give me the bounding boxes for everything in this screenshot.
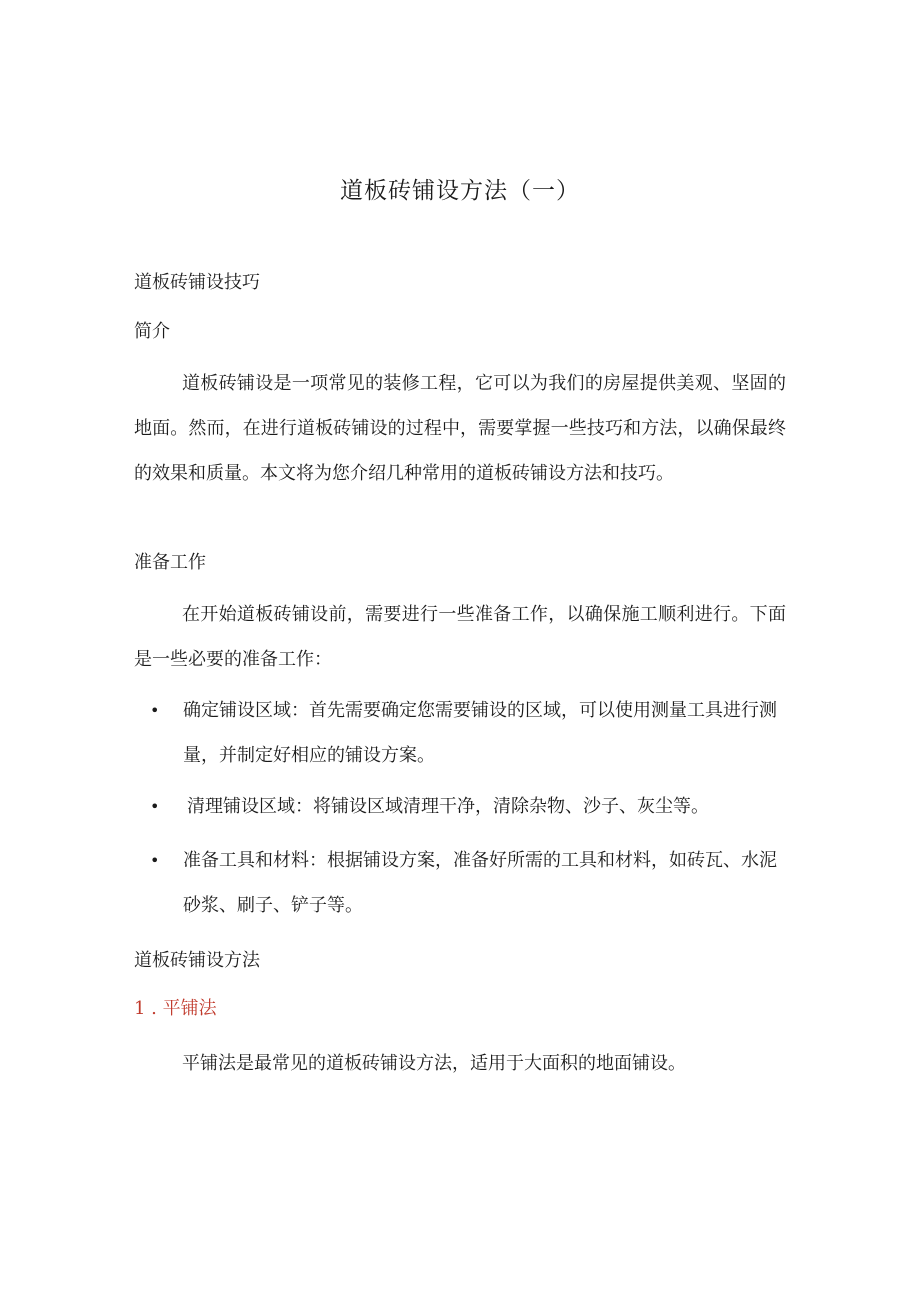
list-item (150, 784, 790, 829)
method-paragraph-1: 平铺法是最常见的道板砖铺设方法，适用于大面积的地面铺设。 (182, 1053, 686, 1074)
bullet-icon: • (150, 851, 160, 870)
bullet-icon: • (150, 701, 160, 720)
page-title: 道板砖铺设方法（一） (340, 178, 580, 204)
method-heading-1: 1 . 平铺法 (134, 998, 217, 1019)
section-heading-tips: 道板砖铺设技巧 (134, 272, 260, 293)
section-heading-methods: 道板砖铺设方法 (134, 950, 260, 971)
list-item-text: 确定铺设区域：首先需要确定您需要铺设的区域，可以使用测量工具进行测量，并制定好相应的铺设方案。 (183, 700, 777, 766)
bullet-icon: • (150, 797, 160, 816)
list-item-text: 清理铺设区域：将铺设区域清理干净，清除杂物、沙子、灰尘等。 (187, 796, 709, 817)
prep-paragraph: 在开始道板砖铺设前，需要进行一些准备工作，以确保施工顺利进行。下面是一些必要的准备工作： (134, 604, 786, 670)
list-item-text: 准备工具和材料：根据铺设方案，准备好所需的工具和材料，如砖瓦、水泥砂浆、刷子、铲子等。 (183, 850, 777, 916)
list-item (150, 688, 790, 778)
intro-paragraph: 道板砖铺设是一项常见的装修工程，它可以为我们的房屋提供美观、坚固的地面。然而，在进行道板砖铺设的过程中，需要掌握一些技巧和方法，以确保最终的效果和质量。本文将为您介绍几种常用的道板砖铺设方法和技巧。 (134, 373, 786, 484)
section-heading-intro: 简介 (134, 321, 170, 342)
list-item (150, 838, 790, 928)
section-heading-prep: 准备工作 (134, 552, 206, 573)
